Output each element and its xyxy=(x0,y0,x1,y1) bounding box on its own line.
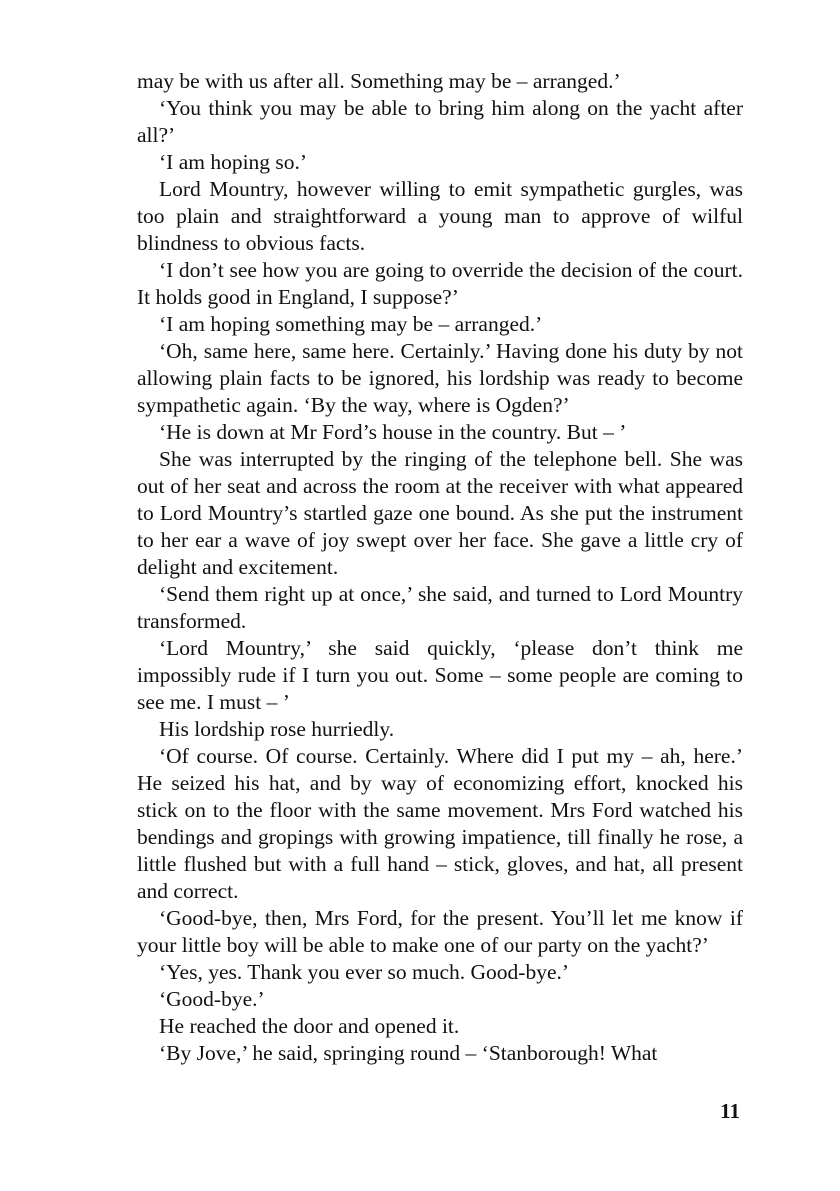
paragraph-6: ‘I am hoping something may be – arranged.’ xyxy=(159,312,543,336)
paragraph-15: ‘Yes, yes. Thank you ever so much. Good-bye.’ xyxy=(159,960,570,984)
paragraph-10: ‘Send them right up at once,’ she said, and turned to Lord Mountry transformed. xyxy=(137,582,743,633)
paragraph-7: ‘Oh, same here, same here. Certainly.’ Having done his duty by not allowing plain facts to be ignored, his lordship was ready to become sympathetic again. ‘By the way, where is Ogden?’ xyxy=(137,339,743,417)
paragraph-16: ‘Good-bye.’ xyxy=(159,987,265,1011)
paragraph-14: ‘Good-bye, then, Mrs Ford, for the present. You’ll let me know if your little boy will be able to make one of our party on the yacht?’ xyxy=(137,906,743,957)
paragraph-5: ‘I don’t see how you are going to override the decision of the court. It holds good in England, I suppose?’ xyxy=(137,258,743,309)
page-body xyxy=(137,68,743,1067)
page-number: 11 xyxy=(720,1099,740,1123)
paragraph-17: He reached the door and opened it. xyxy=(159,1014,460,1038)
paragraph-9: She was interrupted by the ringing of the telephone bell. She was out of her seat and across the room at the receiver with what appeared to Lord Mountry’s startled gaze one bound. As she put the instrument to her ear a wave of joy swept over her face. She gave a little cry of delight and excitement. xyxy=(137,447,743,579)
paragraph-13: ‘Of course. Of course. Certainly. Where did I put my – ah, here.’ He seized his hat, and by way of economizing effort, knocked his stick on to the floor with the same movement. Mrs Ford watched his bendings and gropings with growing impatience, till finally he rose, a little flushed but with a full hand – stick, gloves, and hat, all present and correct. xyxy=(137,744,743,903)
paragraph-1: may be with us after all. Something may be – arranged.’ xyxy=(137,69,621,93)
paragraph-3: ‘I am hoping so.’ xyxy=(159,150,308,174)
paragraph-12: His lordship rose hurriedly. xyxy=(159,717,395,741)
paragraph-2: ‘You think you may be able to bring him along on the yacht after all?’ xyxy=(137,96,743,147)
paragraph-4: Lord Mountry, however willing to emit sympathetic gurgles, was too plain and straightforward a young man to approve of wilful blindness to obvious facts. xyxy=(137,177,743,255)
paragraph-18: ‘By Jove,’ he said, springing round – ‘Stanborough! What xyxy=(159,1041,658,1065)
paragraph-8: ‘He is down at Mr Ford’s house in the country. But – ’ xyxy=(159,420,627,444)
paragraph-11: ‘Lord Mountry,’ she said quickly, ‘please don’t think me impossibly rude if I turn you out. Some – some people are coming to see me. I must – ’ xyxy=(137,636,743,714)
